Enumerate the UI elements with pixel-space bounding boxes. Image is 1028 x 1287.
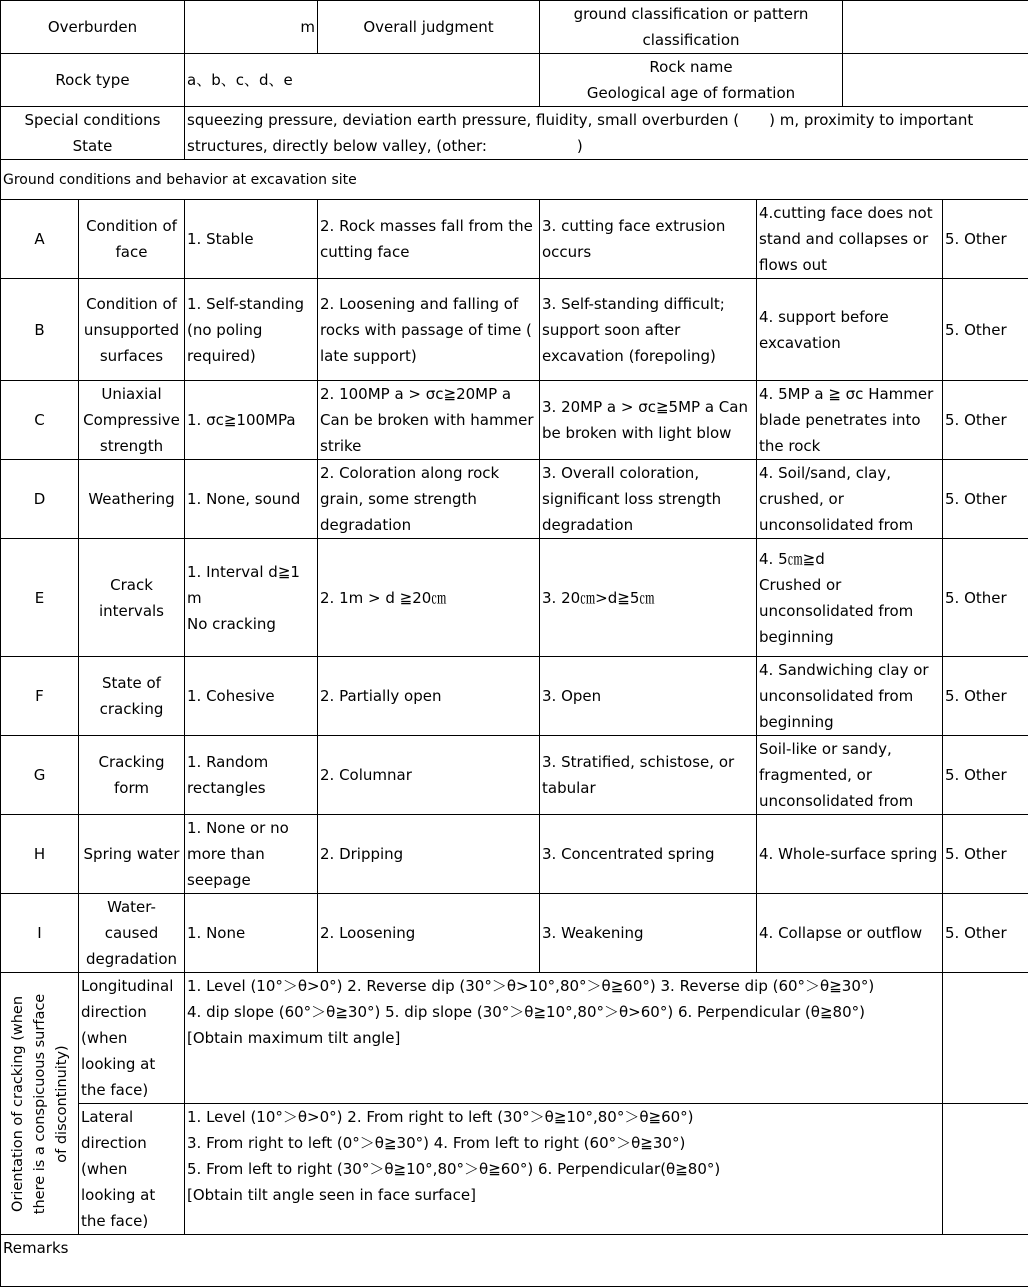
option-5[interactable]: 5. Other bbox=[943, 657, 1028, 736]
remarks-field[interactable]: Remarks bbox=[1, 1235, 1028, 1287]
longitudinal-extra-field[interactable] bbox=[943, 973, 1028, 1104]
option-2[interactable]: 2. 100MP a > σc≧20MP a Can be broken with hammer strike bbox=[318, 381, 540, 460]
option-3[interactable]: 3. 20MP a > σc≧5MP a Can be broken with light blow bbox=[540, 381, 757, 460]
table-row bbox=[1, 200, 1028, 279]
option-5[interactable]: 5. Other bbox=[943, 200, 1028, 279]
lateral-options[interactable]: 1. Level (10°＞θ>0°) 2. From right to left (30°＞θ≧10°,80°＞θ≧60°) 3. From right to left (0°＞θ≧30°) 4. From left to right (60°＞θ≧30°) 5. From left to right (30°＞θ≧10°,80°＞θ≧60°) 6. Perpendicular(θ≧80°) [Obtain tilt angle seen in face surface] bbox=[185, 1104, 943, 1235]
option-3[interactable]: 3. Concentrated spring bbox=[540, 815, 757, 894]
table-row bbox=[1, 460, 1028, 539]
rock-type-label: Rock type bbox=[1, 54, 185, 107]
orientation-group-cell bbox=[1, 973, 79, 1235]
option-5[interactable]: 5. Other bbox=[943, 279, 1028, 381]
option-3[interactable]: 3. cutting face extrusion occurs bbox=[540, 200, 757, 279]
row-code: A bbox=[1, 200, 79, 279]
row-label: State of cracking bbox=[79, 657, 185, 736]
option-5[interactable]: 5. Other bbox=[943, 894, 1028, 973]
option-2[interactable]: 2. Columnar bbox=[318, 736, 540, 815]
option-4[interactable]: 4. 5MP a ≧ σc Hammer blade penetrates into the rock bbox=[757, 381, 943, 460]
orientation-group-label: Orientation of cracking (when there is a conspicuous surface of discontinuity) bbox=[7, 986, 73, 1222]
option-4[interactable]: 4. 5㎝≧d Crushed or unconsolidated from beginning bbox=[757, 539, 943, 657]
option-2[interactable]: 2. Coloration along rock grain, some strength degradation bbox=[318, 460, 540, 539]
option-1[interactable]: 1. Self-standing (no poling required) bbox=[185, 279, 318, 381]
option-2[interactable]: 2. Rock masses fall from the cutting face bbox=[318, 200, 540, 279]
option-5[interactable]: 5. Other bbox=[943, 815, 1028, 894]
option-4[interactable]: 4. Soil/sand, clay, crushed, or unconsolidated from bbox=[757, 460, 943, 539]
special-conditions-options[interactable]: squeezing pressure, deviation earth pressure, fluidity, small overburden ( ) m, proximity to important structures, directly below valley, (other: ) bbox=[185, 107, 1028, 160]
longitudinal-label: Longitudinal direction (when looking at the face) bbox=[79, 973, 185, 1104]
row-label: Uniaxial Compressive strength bbox=[79, 381, 185, 460]
overburden-label: Overburden bbox=[1, 1, 185, 54]
option-1[interactable]: 1. None bbox=[185, 894, 318, 973]
option-1[interactable]: 1. None, sound bbox=[185, 460, 318, 539]
row-code: B bbox=[1, 279, 79, 381]
option-1[interactable]: 1. Random rectangles bbox=[185, 736, 318, 815]
option-3[interactable]: 3. Open bbox=[540, 657, 757, 736]
row-code: F bbox=[1, 657, 79, 736]
longitudinal-options[interactable]: 1. Level (10°＞θ>0°) 2. Reverse dip (30°＞θ>10°,80°＞θ≧60°) 3. Reverse dip (60°＞θ≧30°) 4. dip slope (60°＞θ≧30°) 5. dip slope (30°＞θ≧10°,80°＞θ>60°) 6. Perpendicular (θ≧80°) [Obtain maximum tilt angle] bbox=[185, 973, 943, 1104]
option-4[interactable]: 4. Collapse or outflow bbox=[757, 894, 943, 973]
option-5[interactable]: 5. Other bbox=[943, 381, 1028, 460]
option-4[interactable]: Soil-like or sandy, fragmented, or unconsolidated from bbox=[757, 736, 943, 815]
row-code: H bbox=[1, 815, 79, 894]
row-label: Weathering bbox=[79, 460, 185, 539]
option-3[interactable]: 3. Stratified, schistose, or tabular bbox=[540, 736, 757, 815]
option-2[interactable]: 2. Partially open bbox=[318, 657, 540, 736]
row-label: Spring water bbox=[79, 815, 185, 894]
option-4[interactable]: 4. Sandwiching clay or unconsolidated from beginning bbox=[757, 657, 943, 736]
overburden-value-field[interactable]: m bbox=[185, 1, 318, 54]
option-3[interactable]: 3. Overall coloration, significant loss strength degradation bbox=[540, 460, 757, 539]
option-5[interactable]: 5. Other bbox=[943, 539, 1028, 657]
option-5[interactable]: 5. Other bbox=[943, 736, 1028, 815]
table-row bbox=[1, 539, 1028, 657]
option-1[interactable]: 1. None or no more than seepage bbox=[185, 815, 318, 894]
option-2[interactable]: 2. Loosening and falling of rocks with passage of time ( late support) bbox=[318, 279, 540, 381]
option-2[interactable]: 2. 1m > d ≧20㎝ bbox=[318, 539, 540, 657]
lateral-extra-field[interactable] bbox=[943, 1104, 1028, 1235]
option-2[interactable]: 2. Dripping bbox=[318, 815, 540, 894]
option-3[interactable]: 3. Weakening bbox=[540, 894, 757, 973]
option-2[interactable]: 2. Loosening bbox=[318, 894, 540, 973]
row-label: Condition of unsupported surfaces bbox=[79, 279, 185, 381]
option-1[interactable]: 1. Interval d≧1 m No cracking bbox=[185, 539, 318, 657]
table-row bbox=[1, 657, 1028, 736]
option-4[interactable]: 4. support before excavation bbox=[757, 279, 943, 381]
option-1[interactable]: 1. Cohesive bbox=[185, 657, 318, 736]
table-row bbox=[1, 736, 1028, 815]
table-row bbox=[1, 894, 1028, 973]
row-code: E bbox=[1, 539, 79, 657]
row-code: G bbox=[1, 736, 79, 815]
row-code: D bbox=[1, 460, 79, 539]
option-3[interactable]: 3. Self-standing difficult; support soon after excavation (forepoling) bbox=[540, 279, 757, 381]
overall-judgment-label: Overall judgment bbox=[318, 1, 540, 54]
row-code: I bbox=[1, 894, 79, 973]
option-4[interactable]: 4.cutting face does not stand and collapses or flows out bbox=[757, 200, 943, 279]
table-row bbox=[1, 815, 1028, 894]
special-conditions-label: Special conditions State bbox=[1, 107, 185, 160]
table-row bbox=[1, 279, 1028, 381]
row-code: C bbox=[1, 381, 79, 460]
option-1[interactable]: 1. σc≧100MPa bbox=[185, 381, 318, 460]
row-label: Cracking form bbox=[79, 736, 185, 815]
rock-name-label: Rock name Geological age of formation bbox=[540, 54, 843, 107]
option-1[interactable]: 1. Stable bbox=[185, 200, 318, 279]
classification-label: ground classification or pattern classification bbox=[540, 1, 843, 54]
option-5[interactable]: 5. Other bbox=[943, 460, 1028, 539]
lateral-label: Lateral direction (when looking at the face) bbox=[79, 1104, 185, 1235]
option-4[interactable]: 4. Whole-surface spring bbox=[757, 815, 943, 894]
row-label: Crack intervals bbox=[79, 539, 185, 657]
rock-type-options[interactable]: a、b、c、d、e bbox=[185, 54, 540, 107]
row-label: Water-caused degradation bbox=[79, 894, 185, 973]
section-title: Ground conditions and behavior at excavation site bbox=[1, 160, 1028, 200]
classification-value-field[interactable] bbox=[843, 1, 1028, 54]
table-row bbox=[1, 381, 1028, 460]
row-label: Condition of face bbox=[79, 200, 185, 279]
rock-name-value-field[interactable] bbox=[843, 54, 1028, 107]
option-3[interactable]: 3. 20㎝>d≧5㎝ bbox=[540, 539, 757, 657]
